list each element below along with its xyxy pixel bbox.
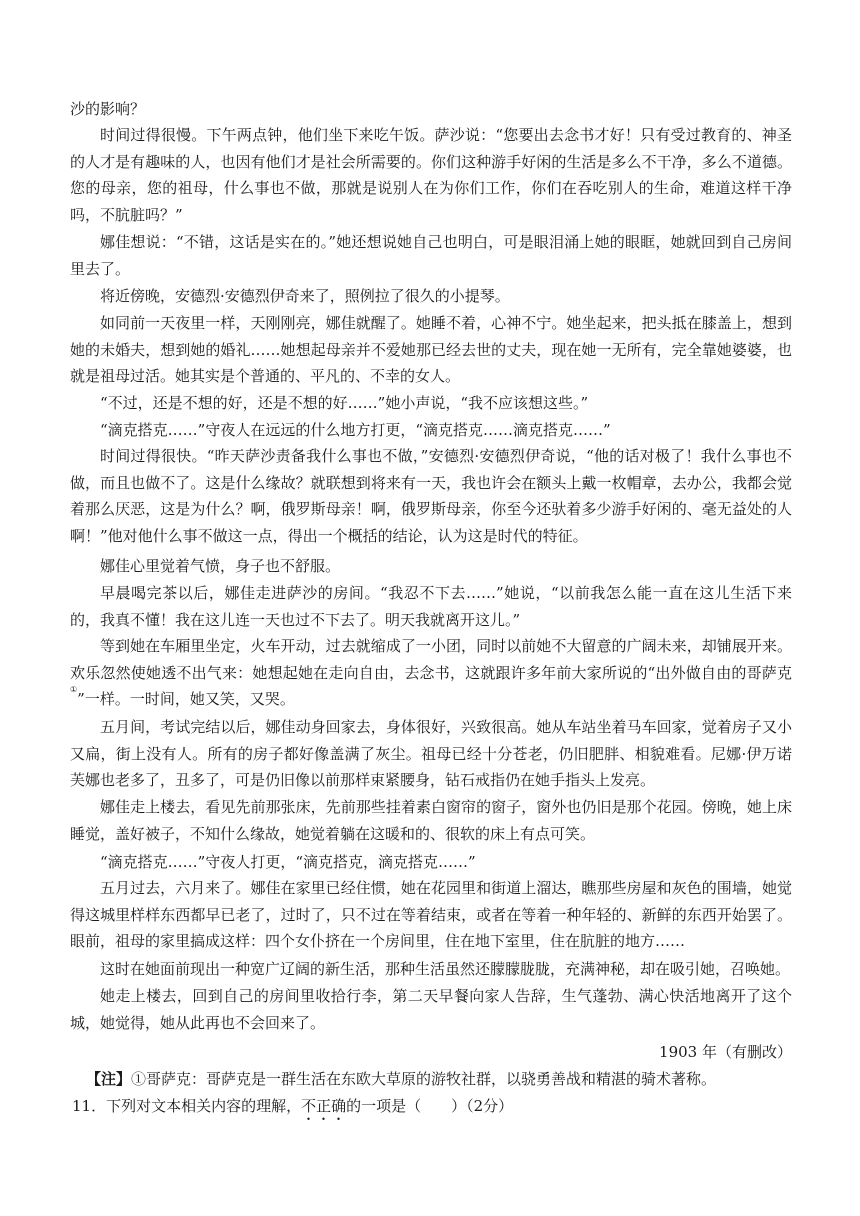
paragraph: 时间过得很慢。下午两点钟，他们坐下来吃午饭。萨沙说：“您要出去念书才好！只有受过教育的、神圣的人才是有趣味的人，也因有他们才是社会所需要的。你们这种游手好闲的生活是多么不干净，多么不道德。您的母亲，您的祖母，什么事也不做，那就是说别人在为你们工作，你们在吞吃别人的生命，难道这样干净吗，不肮脏吗？”: [70, 126, 792, 224]
footnote-text: 哥萨克：哥萨克是一群生活在东欧大草原的游牧社群，以骁勇善战和精湛的骑术著称。: [146, 1070, 717, 1088]
paragraph: 五月间，考试完结以后，娜佳动身回家去，身体很好，兴致很高。她从车站坐着马车回家，觉着房子又小又扁，街上没有人。所有的房子都好像盖满了灰尘。祖母已经十分苍老，仍旧肥胖、相貌难看。尼娜·伊万诺芙娜也老多了，丑多了，可是仍旧像以前那样束紧腰身，钻石戒指仍在她手指头上发亮。: [70, 718, 792, 789]
footnote-label: 【注】: [86, 1070, 132, 1088]
paragraph: 将近傍晚，安德烈·安德烈伊奇来了，照例拉了很久的小提琴。: [100, 287, 510, 305]
paragraph-text: 等到她在车厢里坐定，火车开动，过去就缩成了一小团，同时以前她不大留意的广阔未来，却铺展开来。欢乐忽然使她透不出气来：她想起她在走向自由，去念书，这就跟许多年前大家所说的“出外做自由的哥萨克: [70, 637, 792, 682]
question-11: [72, 1093, 794, 1124]
paragraph: “滴克搭克……”守夜人在远远的什么地方打更，“滴克搭克……滴克搭克……”: [100, 421, 611, 439]
footnote-marker: ①: [70, 685, 78, 694]
paragraph: 娜佳心里觉着气愤，身子也不舒服。: [100, 557, 341, 575]
paragraph-text: ”一样。一时间，她又笑，又哭。: [77, 690, 295, 708]
paragraph: 早晨喝完茶以后，娜佳走进萨沙的房间。“我忍不下去……”她说，“以前我怎么能一直在这儿生活下来的，我真不懂！我在这儿连一天也过不下去了。明天我就离开这儿。”: [70, 584, 792, 629]
source-note: 1903 年（有删改）: [659, 1043, 792, 1061]
paragraph: 时间过得很快。“昨天萨沙责备我什么事也不做，”安德烈·安德烈伊奇说，“他的话对极了！我什么事也不做，而且也做不了。这是什么缘故？就联想到将来有一天，我也许会在额头上戴一枚帽章，去办公，我都会觉着那么厌恶，这是为什么？啊，俄罗斯母亲！啊，俄罗斯母亲，你至今还驮着多少游手好闲的、毫无益处的人啊！”他对他什么事不做这一点，得出一个概括的结论，认为这是时代的特征。: [70, 447, 792, 545]
footnote: [86, 1066, 792, 1093]
paragraph: “滴克搭克……”守夜人打更，“滴克搭克，滴克搭克……”: [100, 853, 476, 871]
question-prefix: 下列对文本相关内容的理解，: [106, 1097, 302, 1115]
paragraph: 娜佳想说：“不错，这话是实在的。”她还想说她自己也明白，可是眼泪涌上她的眼眶，她就回到自己房间里去了。: [70, 233, 792, 278]
paragraph: 这时在她面前现出一种宽广辽阔的新生活，那种生活虽然还朦朦胧胧，充满神秘，却在吸引她，召唤她。: [100, 960, 791, 978]
paragraph: “不过，还是不想的好，还是不想的好……”她小声说，“我不应该想这些。”: [100, 394, 589, 412]
footnote-mark: ①: [131, 1070, 147, 1088]
paragraph: 沙的影响？: [70, 100, 146, 118]
paragraph-with-footnote: [70, 633, 792, 713]
question-emphasis: 不正确: [301, 1097, 347, 1115]
question-number: 11．: [72, 1097, 107, 1115]
paragraph: 她走上楼去，回到自己的房间里收拾行李，第二天早餐向家人告辞，生气蓬勃、满心快活地离开了这个城，她觉得，她从此再也不会回来了。: [70, 987, 792, 1032]
paragraph: 娜佳走上楼去，看见先前那张床，先前那些挂着素白窗帘的窗子，窗外也仍旧是那个花园。傍晚，她上床睡觉，盖好被子，不知什么缘故，她觉着躺在这暖和的、很软的床上有点可笑。: [70, 798, 792, 843]
paragraph: 如同前一天夜里一样，天刚刚亮，娜佳就醒了。她睡不着，心神不宁。她坐起来，把头抵在膝盖上，想到她的未婚夫，想到她的婚礼……她想起母亲并不爱她那已经去世的丈夫，现在她一无所有，完全靠她婆婆，也就是祖母过活。她其实是个普通的、平凡的、不幸的女人。: [70, 314, 792, 385]
paragraph: 五月过去，六月来了。娜佳在家里已经住惯，她在花园里和街道上溜达，瞧那些房屋和灰色的围墙，她觉得这城里样样东西都早已老了，过时了，只不过在等着结束，或者在等着一种年轻的、新鲜的东西开始罢了。眼前，祖母的家里搞成这样：四个女仆挤在一个房间里，住在地下室里，住在肮脏的地方……: [70, 879, 792, 950]
question-suffix: 的一项是（ ）（2分）: [346, 1097, 514, 1115]
